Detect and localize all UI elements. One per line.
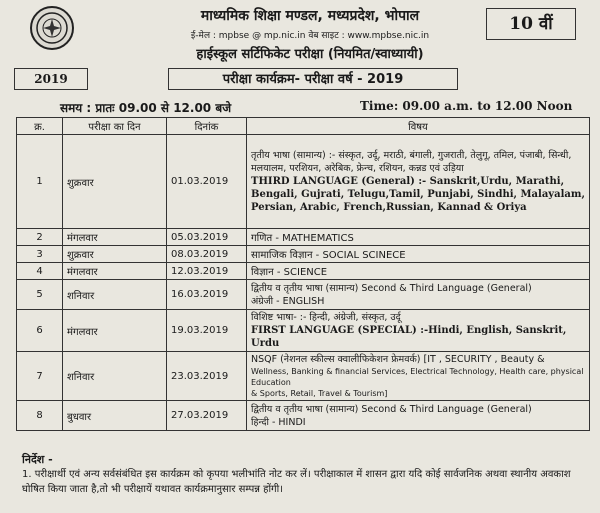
row-day: शनिवार [63, 352, 167, 401]
row-date: 12.03.2019 [167, 263, 247, 280]
row-day: शुक्रवार [63, 246, 167, 263]
table-row [17, 135, 590, 229]
row-date: 05.03.2019 [167, 229, 247, 246]
subject-line-2: अंग्रेजी - ENGLISH [251, 295, 325, 307]
instructions [22, 452, 592, 497]
subject-line-1: NSQF (नेशनल स्कील्स क्वालीफिकेशन फ्रेमवर्क) [IT , SECURITY , Beauty & [251, 354, 545, 365]
table-header-row [17, 118, 590, 135]
table-row [17, 310, 590, 352]
row-sn: 6 [17, 310, 63, 352]
row-subject [247, 310, 590, 352]
row-subject: गणित - MATHEMATICS [247, 229, 590, 246]
table-row [17, 352, 590, 401]
table-row [17, 401, 590, 431]
contact-line: ई-मेल : mpbse @ mp.nic.in वेब साइट : www.mpbse.nic.in [190, 31, 430, 41]
subject-line-2: Wellness, Banking & financial Services, Electrical Technology, Health care, physical Education [251, 367, 584, 387]
row-date: 23.03.2019 [167, 352, 247, 401]
class-label: 10 वीं [486, 8, 576, 40]
instruction-item: 1. परीक्षार्थी एवं अन्य सर्वसंबंधित इस कार्यक्रम को कृपया भलीभांति नोट कर लें। परीक्षाकाल में शासन द्वारा यदि कोई सार्वजनिक अथवा स्थानीय अवकाश घोषित किया जाता है,तो भी परीक्षायें यथावत कार्यक्रमानुसार सम्पन्न होंगी। [22, 469, 571, 495]
row-day: शुक्रवार [63, 135, 167, 229]
schedule-title: परीक्षा कार्यक्रम- परीक्षा वर्ष - 2019 [168, 68, 458, 90]
subject-line-1: विशिष्ट भाषा- :- हिन्दी, अंग्रेजी, संस्कृत, उर्दू [251, 312, 401, 323]
row-day: मंगलवार [63, 229, 167, 246]
header-sn: क्र. [17, 118, 63, 135]
row-sn: 3 [17, 246, 63, 263]
row-subject [247, 401, 590, 431]
row-subject [247, 135, 590, 229]
row-sn: 4 [17, 263, 63, 280]
row-sn: 1 [17, 135, 63, 229]
row-subject [247, 280, 590, 310]
table-row [17, 246, 590, 263]
subject-hindi: तृतीय भाषा (सामान्य) :- संस्कृत, उर्दू, मराठी, बंगाली, गुजराती, तेलुगू, तमिल, पंजाबी, सिन्धी, मलयालम, परशियन, अरेबिक, फ्रेन्च, रशियन, कन्नड एवं उड़िया [251, 150, 572, 174]
board-name: माध्यमिक शिक्षा मण्डल, मध्यप्रदेश, भोपाल [200, 8, 420, 24]
time-hindi: समय : प्रातः 09.00 से 12.00 बजे [60, 101, 232, 115]
row-subject [247, 352, 590, 401]
table-row [17, 280, 590, 310]
header-subject: विषय [247, 118, 590, 135]
year-box: 2019 [14, 68, 88, 90]
instructions-heading: निर्देश - [22, 453, 53, 466]
row-date: 27.03.2019 [167, 401, 247, 431]
row-sn: 8 [17, 401, 63, 431]
row-sn: 2 [17, 229, 63, 246]
board-emblem-icon [30, 6, 74, 50]
header-date: दिनांक [167, 118, 247, 135]
row-day: मंगलवार [63, 263, 167, 280]
table-row [17, 263, 590, 280]
subject-line-2: हिन्दी - HINDI [251, 416, 306, 428]
exam-schedule-table [16, 117, 590, 431]
time-english: Time: 09.00 a.m. to 12.00 Noon [360, 99, 573, 113]
subject-line-3: & Sports, Retail, Travel & Tourism] [251, 389, 388, 398]
row-day: बुधवार [63, 401, 167, 431]
row-day: मंगलवार [63, 310, 167, 352]
subject-line-1: द्वितीय व तृतीय भाषा (सामान्य) Second & Third Language (General) [251, 403, 532, 415]
subject-line-1: द्वितीय व तृतीय भाषा (सामान्य) Second & Third Language (General) [251, 282, 532, 294]
subject-line-2: FIRST LANGUAGE (SPECIAL) :-Hindi, English, Sanskrit, Urdu [251, 325, 567, 349]
row-subject: सामाजिक विज्ञान - SOCIAL SCINECE [247, 246, 590, 263]
row-subject: विज्ञान - SCIENCE [247, 263, 590, 280]
row-sn: 5 [17, 280, 63, 310]
exam-title: हाईस्कूल सर्टिफिकेट परीक्षा (नियमित/स्वाध्यायी) [196, 47, 424, 62]
row-date: 16.03.2019 [167, 280, 247, 310]
row-date: 08.03.2019 [167, 246, 247, 263]
row-day: शनिवार [63, 280, 167, 310]
row-date: 19.03.2019 [167, 310, 247, 352]
subject-english: THIRD LANGUAGE (General) :- Sanskrit,Urdu, Marathi, Bengali, Gujrati, Telugu,Tamil, Punjabi, Sindhi, Malayalam, Persian, Arabic, French,Russian, Kannad & Oriya [251, 176, 585, 213]
header-day: परीक्षा का दिन [63, 118, 167, 135]
row-sn: 7 [17, 352, 63, 401]
table-row [17, 229, 590, 246]
row-date: 01.03.2019 [167, 135, 247, 229]
